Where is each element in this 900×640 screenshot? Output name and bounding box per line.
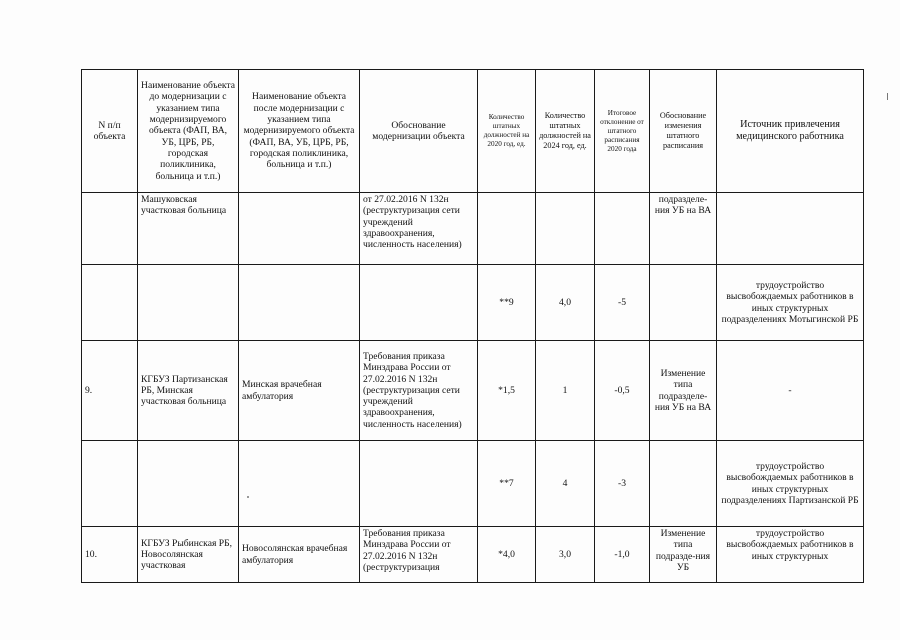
row-object-after [239, 193, 360, 265]
table-row [82, 441, 864, 527]
row-justification: Требования приказа Минздрава России от 27.02.2016 N 132н (реструктуризация сети учреждений здравоохранения, численность населения) [360, 341, 478, 441]
header-object-after: Наименование объекта после модернизации с указанием типа модернизируемого объекта (ФАП, ВА, УБ, ЦРБ, РБ, городская поликлиника, больница и т.п.) [239, 70, 360, 193]
row-object-after: Новосолянская врачебная амбулатория [239, 527, 360, 583]
row-num: 9. [82, 341, 138, 441]
modernization-table [81, 69, 864, 583]
row-deviation: -1,0 [595, 527, 650, 583]
row-staff-2024: 3,0 [536, 527, 595, 583]
row-staff-2020 [478, 193, 536, 265]
row-num [82, 265, 138, 341]
header-justification: Обоснование модернизации объекта [360, 70, 478, 193]
header-staff-2024: Количество штатных должностей на 2024 год, ед. [536, 70, 595, 193]
row-staff-2020: *1,5 [478, 341, 536, 441]
table-row [82, 265, 864, 341]
header-num: N п/п объекта [82, 70, 138, 193]
row-deviation: -0,5 [595, 341, 650, 441]
row-object-before [138, 441, 239, 527]
row-justification [360, 441, 478, 527]
row-object-after: Минская врачебная амбулатория [239, 341, 360, 441]
header-staff-2020: Количество штатных должностей на 2020 год, ед. [478, 70, 536, 193]
row-staff-justification: Изменение типа подразде-ния УБ [650, 527, 717, 583]
row-staff-justification: Изменение типа подразделе-ния УБ на ВА [650, 341, 717, 441]
row-staff-justification: подразделе-ния УБ на ВА [650, 193, 717, 265]
row-object-before: КГБУЗ Рыбинская РБ, Новосолянская участковая [138, 527, 239, 583]
header-staff-justification: Обоснование изменения штатного расписания [650, 70, 717, 193]
row-object-before [138, 265, 239, 341]
header-source: Источник привлечения медицинского работника [717, 70, 864, 193]
row-justification [360, 265, 478, 341]
row-staff-2020: **9 [478, 265, 536, 341]
row-staff-2024 [536, 193, 595, 265]
row-source [717, 193, 864, 265]
row-deviation: -5 [595, 265, 650, 341]
row-num: 10. [82, 527, 138, 583]
row-num [82, 193, 138, 265]
header-deviation: Итоговое отклонение от штатного расписания 2020 года [595, 70, 650, 193]
row-object-before: Машуковская участковая больница [138, 193, 239, 265]
row-source: трудоустройство высвобождаемых работников в иных структурных подразделениях Партизанской РБ [717, 441, 864, 527]
row-deviation: -3 [595, 441, 650, 527]
table-row [82, 193, 864, 265]
scan-mark [887, 93, 888, 100]
row-object-before: КГБУЗ Партизанская РБ, Минская участковая больница [138, 341, 239, 441]
row-staff-2024: 4 [536, 441, 595, 527]
table-row [82, 527, 864, 583]
row-staff-2020: **7 [478, 441, 536, 527]
row-source: - [717, 341, 864, 441]
row-justification: от 27.02.2016 N 132н (реструктуризация сети учреждений здравоохранения, численность населения) [360, 193, 478, 265]
row-object-after [239, 441, 360, 527]
table-header-row [82, 70, 864, 193]
header-object-before: Наименование объекта до модернизации с указанием типа модернизируемого объекта (ФАП, ВА, УБ, ЦРБ, РБ, городская поликлиника, больница и т.п.) [138, 70, 239, 193]
row-staff-justification [650, 265, 717, 341]
table-row [82, 341, 864, 441]
row-staff-justification [650, 441, 717, 527]
row-staff-2020: *4,0 [478, 527, 536, 583]
row-staff-2024: 1 [536, 341, 595, 441]
row-source: трудоустройство высвобождаемых работников в иных структурных подразделениях Мотыгинской РБ [717, 265, 864, 341]
row-staff-2024: 4,0 [536, 265, 595, 341]
row-object-after [239, 265, 360, 341]
row-deviation [595, 193, 650, 265]
row-num [82, 441, 138, 527]
row-source: трудоустройство высвобождаемых работников в иных структурных [717, 527, 864, 583]
row-justification: Требования приказа Минздрава России от 27.02.2016 N 132н (реструктуризация [360, 527, 478, 583]
